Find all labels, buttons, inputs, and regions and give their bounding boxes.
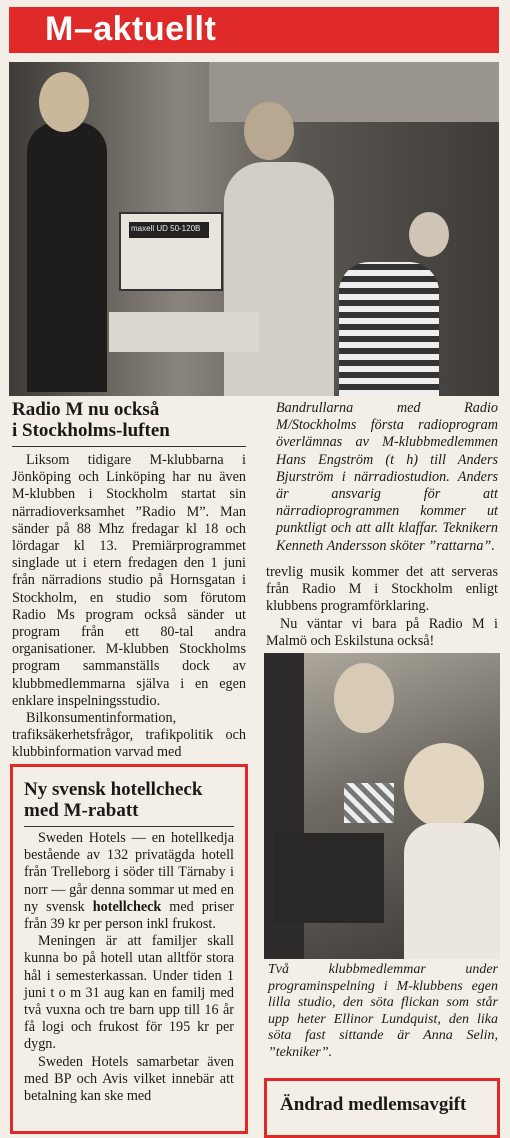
radio-paragraph-2: Bilkonsumentinformation, trafiksäkerhetsfrågor, trafikpolitik och klubbinformation varvad med [12,710,246,761]
article-hotel-body [24,830,234,1105]
section-title: M–aktuellt [45,10,217,48]
article-radio-body [12,452,246,762]
hotel-p1-text: Sweden Hotels — en hotellkedja bestående av 132 privatägda hotell från Trelleborg i söder till Tärnaby i norr — går denna sommar ut med en ny svensk [24,830,234,915]
hotel-headline-line-1: Ny svensk hotellcheck [24,779,203,800]
photo2-caption: Två klubbmedlemmar under programinspelning i M-klubbens egen lilla studio, den söta flickan som står upp heter Ellinor Lundquist, den lika söta fast sittande är Anna Selin, ”tekniker”. [268,962,498,1060]
continuation-paragraph-1: trevlig musik kommer det att serveras från Radio M i Stockholm enligt klubbens programförklaring. [266,564,498,615]
article-hotel-headline [24,780,202,821]
radio-continuation [266,564,498,650]
headline-line-1: Radio M nu också [12,399,160,420]
article-radio-headline [12,400,170,441]
radio-studio-photo [9,62,499,396]
hotel-headline-rule [24,826,234,827]
continuation-paragraph-2: Nu väntar vi bara på Radio M i Malmö och Eskilstuna också! [266,615,498,649]
hotel-paragraph-3: Sweden Hotels samarbetar även med BP och Avis vilket innebär att betalning kan ske med [24,1053,234,1105]
hotel-p1-bold: hotellcheck [92,898,162,915]
photo1-caption: Bandrullarna med Radio M/Stockholms första radioprogram överlämnas av M-klubbmedlemmen Hans Engström (t h) till Anders Bjurström i närradiostudion. Anders är ansvarig för att närradioprogrammen kommer ut punktligt och att allt klaffar. Teknikern Kenneth Andersson sköter ”rattarna”. [276,400,498,554]
headline-line-2: i Stockholms-luften [12,419,170,441]
recording-studio-photo [264,653,500,959]
hotel-paragraph-2: Meningen är att familjer skall kunna bo på hotell utan alltför stora hål i semesterkassan. Under tiden 1 juni t o m 31 aug kan en familj med två vuxna och tre barn upp till 16 år få logi och frukost för 195 kr per dygn. [24,933,234,1053]
headline-rule [12,446,246,447]
section-banner [9,7,499,53]
hotel-paragraph-1 [24,830,234,933]
hotel-article-box [10,764,248,1134]
hotel-p1-text-end: med priser från 39 kr per person inkl frukost. [24,898,235,933]
article-membership-headline: Ändrad medlemsavgift [280,1094,467,1115]
membership-article-box [264,1078,500,1138]
tape-label: maxell UD 50-120B [131,224,201,233]
hotel-headline-line-2: med M-rabatt [24,799,139,821]
radio-paragraph-1: Liksom tidigare M-klubbarna i Jönköping och Linköping har nu även M-klubben i Stockholm startat sin närradioverksamhet ”Radio M”. Man sänder på 88 Mhz fredagar kl 18 och lördagar kl 13. Premiärprogrammet singlade ut i etern fredagen den 1 juni från närradions studio på Hornsgatan i Stockholm, en studio som förutom Radio Ms program också sänder ut program från ett 80-tal andra organisationer. M-klubben Stockholms program sammanställs dock av klubbmedlemmarna själva i en egen enklare inspelningsstudio. [12,452,246,709]
